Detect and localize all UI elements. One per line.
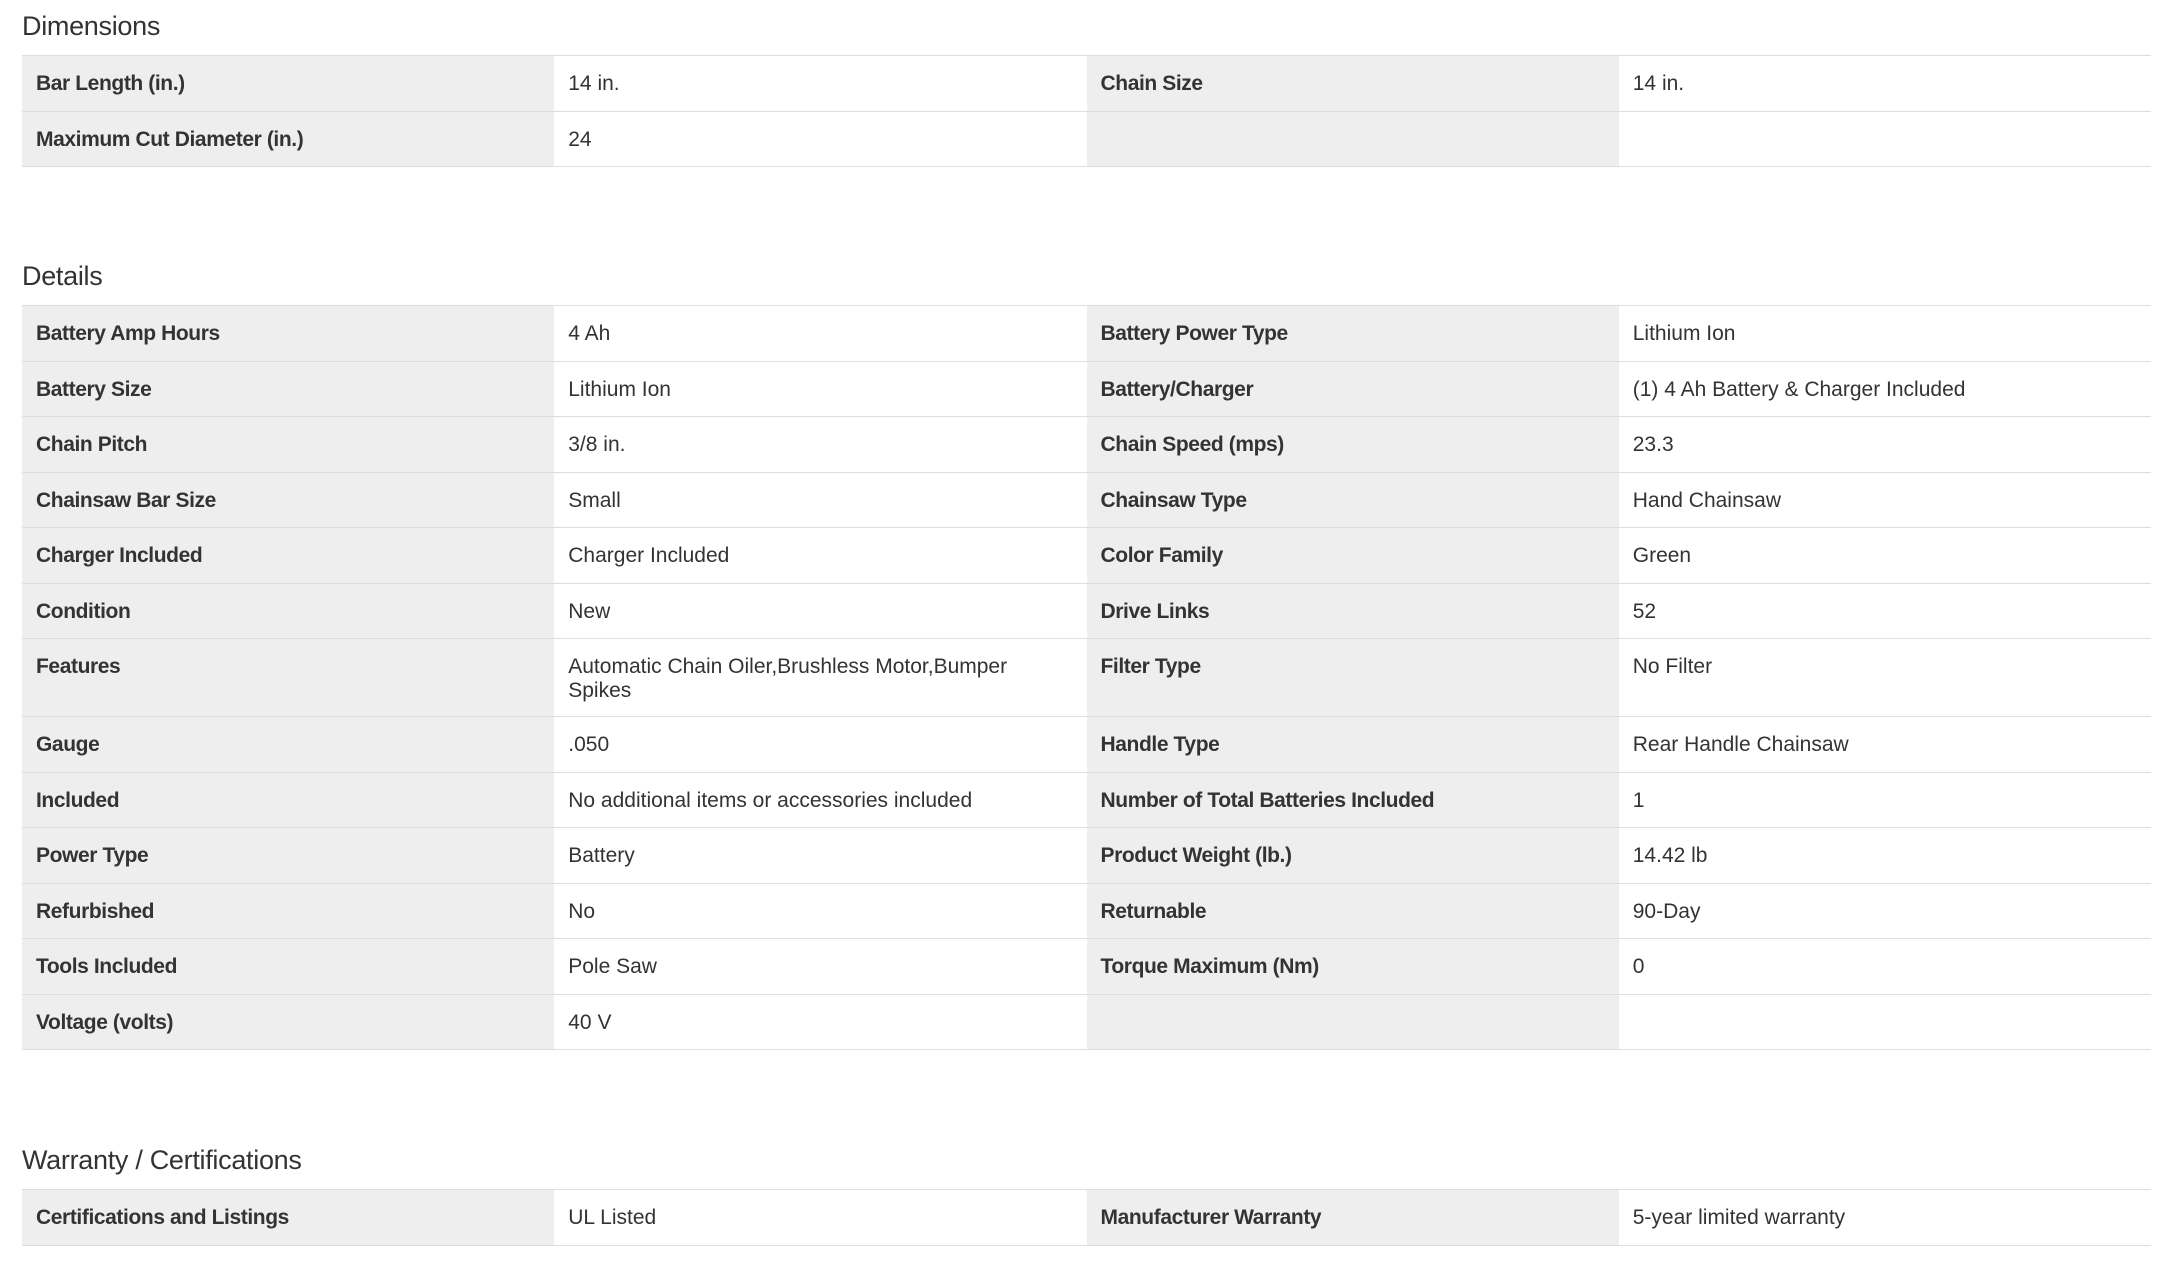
spec-label: Power Type — [22, 828, 554, 883]
spec-value: 23.3 — [1619, 417, 2151, 472]
section-title: Warranty / Certifications — [22, 1134, 2151, 1190]
spec-value: No — [554, 884, 1086, 939]
spec-value: 1 — [1619, 773, 2151, 828]
spec-row — [22, 417, 2151, 473]
spec-label: Gauge — [22, 717, 554, 772]
details-section — [22, 250, 2151, 1050]
spec-label — [1087, 995, 1619, 1050]
spec-value: (1) 4 Ah Battery & Charger Included — [1619, 362, 2151, 417]
spec-value: 5-year limited warranty — [1619, 1190, 2151, 1245]
spec-value: Hand Chainsaw — [1619, 473, 2151, 528]
spec-label: Bar Length (in.) — [22, 56, 554, 111]
spec-value: Automatic Chain Oiler,Brushless Motor,Bumper Spikes — [554, 639, 1086, 716]
section-title: Dimensions — [22, 0, 2151, 56]
spec-value: Small — [554, 473, 1086, 528]
spec-label: Manufacturer Warranty — [1087, 1190, 1619, 1245]
spec-label: Drive Links — [1087, 584, 1619, 639]
spec-label: Returnable — [1087, 884, 1619, 939]
spec-label: Battery Power Type — [1087, 306, 1619, 361]
spec-row — [22, 584, 2151, 640]
spec-row — [22, 362, 2151, 418]
spec-row — [22, 473, 2151, 529]
spec-value: 14 in. — [1619, 56, 2151, 111]
spec-label: Chainsaw Bar Size — [22, 473, 554, 528]
spec-value: Rear Handle Chainsaw — [1619, 717, 2151, 772]
spec-label: Torque Maximum (Nm) — [1087, 939, 1619, 994]
spec-value: Lithium Ion — [554, 362, 1086, 417]
spec-row — [22, 56, 2151, 112]
spec-label: Chainsaw Type — [1087, 473, 1619, 528]
spec-label: Color Family — [1087, 528, 1619, 583]
spec-value: 24 — [554, 112, 1086, 167]
spec-value: 3/8 in. — [554, 417, 1086, 472]
spec-label: Included — [22, 773, 554, 828]
spec-label: Tools Included — [22, 939, 554, 994]
spec-label: Chain Pitch — [22, 417, 554, 472]
spec-value — [1619, 995, 2151, 1050]
spec-value: 52 — [1619, 584, 2151, 639]
spec-label: Chain Speed (mps) — [1087, 417, 1619, 472]
spec-row — [22, 939, 2151, 995]
spec-value: 4 Ah — [554, 306, 1086, 361]
spec-value: New — [554, 584, 1086, 639]
spec-label — [1087, 112, 1619, 167]
spec-row — [22, 639, 2151, 717]
spec-label: Handle Type — [1087, 717, 1619, 772]
spec-value: 14 in. — [554, 56, 1086, 111]
spec-row — [22, 1190, 2151, 1246]
spec-value: 90-Day — [1619, 884, 2151, 939]
spec-row — [22, 528, 2151, 584]
spec-label: Battery/Charger — [1087, 362, 1619, 417]
spec-row — [22, 884, 2151, 940]
spec-value: 14.42 lb — [1619, 828, 2151, 883]
spec-row — [22, 306, 2151, 362]
spec-label: Condition — [22, 584, 554, 639]
dimensions-section — [22, 0, 2151, 167]
spec-label: Maximum Cut Diameter (in.) — [22, 112, 554, 167]
spec-label: Refurbished — [22, 884, 554, 939]
spec-value: Charger Included — [554, 528, 1086, 583]
spec-value: 0 — [1619, 939, 2151, 994]
spec-value: UL Listed — [554, 1190, 1086, 1245]
spec-value: No Filter — [1619, 639, 2151, 716]
spec-value: .050 — [554, 717, 1086, 772]
spec-label: Product Weight (lb.) — [1087, 828, 1619, 883]
spec-row — [22, 112, 2151, 168]
spec-label: Voltage (volts) — [22, 995, 554, 1050]
spec-value: No additional items or accessories included — [554, 773, 1086, 828]
section-title: Details — [22, 250, 2151, 306]
spec-label: Number of Total Batteries Included — [1087, 773, 1619, 828]
spec-label: Filter Type — [1087, 639, 1619, 716]
spec-row — [22, 717, 2151, 773]
spec-row — [22, 773, 2151, 829]
spec-label: Certifications and Listings — [22, 1190, 554, 1245]
spec-row — [22, 995, 2151, 1051]
spec-value: Lithium Ion — [1619, 306, 2151, 361]
spec-label: Charger Included — [22, 528, 554, 583]
spec-label: Features — [22, 639, 554, 716]
spec-value: Battery — [554, 828, 1086, 883]
spec-value: Pole Saw — [554, 939, 1086, 994]
spec-label: Battery Size — [22, 362, 554, 417]
spec-value: 40 V — [554, 995, 1086, 1050]
spec-label: Battery Amp Hours — [22, 306, 554, 361]
spec-label: Chain Size — [1087, 56, 1619, 111]
spec-value: Green — [1619, 528, 2151, 583]
spec-row — [22, 828, 2151, 884]
spec-value — [1619, 112, 2151, 167]
warranty-certifications-section — [22, 1134, 2151, 1246]
